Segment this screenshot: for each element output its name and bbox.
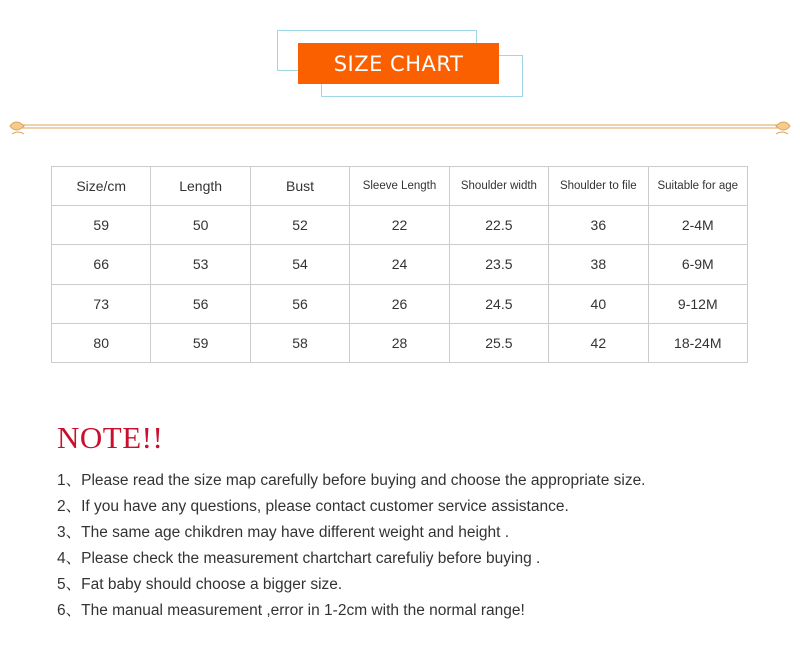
table-cell: 25.5 — [449, 323, 548, 362]
table-cell: 24.5 — [449, 284, 548, 323]
divider-left-curl — [12, 132, 24, 134]
decorative-divider — [8, 114, 792, 140]
table-row — [52, 245, 748, 284]
table-cell: 50 — [151, 206, 250, 245]
note-item: 2、If you have any questions, please contact customer service assistance. — [57, 498, 569, 515]
table-cell: 6-9M — [648, 245, 747, 284]
table-header-cell: Suitable for age — [648, 167, 747, 206]
table-cell: 73 — [52, 284, 151, 323]
divider-right-ornament — [776, 122, 790, 130]
note-item: 5、Fat baby should choose a bigger size. — [57, 576, 343, 593]
table-cell: 38 — [549, 245, 648, 284]
table-cell: 22.5 — [449, 206, 548, 245]
table-cell: 22 — [350, 206, 449, 245]
note-heading: NOTE!! — [57, 420, 164, 455]
table-cell: 28 — [350, 323, 449, 362]
note-item: 1、Please read the size map carefully before buying and choose the appropriate size. — [57, 472, 646, 489]
note-item: 6、The manual measurement ,error in 1-2cm with the normal range! — [57, 602, 525, 619]
table-cell: 59 — [151, 323, 250, 362]
table-cell: 56 — [151, 284, 250, 323]
table-header-cell: Bust — [250, 167, 349, 206]
table-cell: 24 — [350, 245, 449, 284]
table-cell: 2-4M — [648, 206, 747, 245]
size-table — [51, 166, 748, 363]
table-header-cell: Sleeve Length — [350, 167, 449, 206]
table-header-cell: Size/cm — [52, 167, 151, 206]
table-cell: 26 — [350, 284, 449, 323]
divider-left-ornament — [10, 122, 24, 130]
note-item: 4、Please check the measurement chartchart carefuliy before buying . — [57, 550, 541, 567]
divider-right-curl — [776, 132, 788, 134]
table-row — [52, 323, 748, 362]
table-cell: 18-24M — [648, 323, 747, 362]
table-header-row — [52, 167, 748, 206]
size-chart-title — [298, 43, 499, 84]
table-cell: 59 — [52, 206, 151, 245]
table-cell: 80 — [52, 323, 151, 362]
table-cell: 56 — [250, 284, 349, 323]
table-cell: 42 — [549, 323, 648, 362]
table-row — [52, 284, 748, 323]
table-cell: 58 — [250, 323, 349, 362]
note-list — [57, 468, 646, 624]
table-cell: 54 — [250, 245, 349, 284]
table-cell: 66 — [52, 245, 151, 284]
table-cell: 40 — [549, 284, 648, 323]
table-cell: 52 — [250, 206, 349, 245]
size-chart-title-text: SIZE CHART — [333, 51, 464, 76]
table-cell: 23.5 — [449, 245, 548, 284]
table-row — [52, 206, 748, 245]
table-header-cell: Length — [151, 167, 250, 206]
table-header-cell: Shoulder width — [449, 167, 548, 206]
table-cell: 9-12M — [648, 284, 747, 323]
table-header-cell: Shoulder to file — [549, 167, 648, 206]
table-cell: 53 — [151, 245, 250, 284]
table-cell: 36 — [549, 206, 648, 245]
note-item: 3、The same age chikdren may have different weight and height . — [57, 524, 510, 541]
